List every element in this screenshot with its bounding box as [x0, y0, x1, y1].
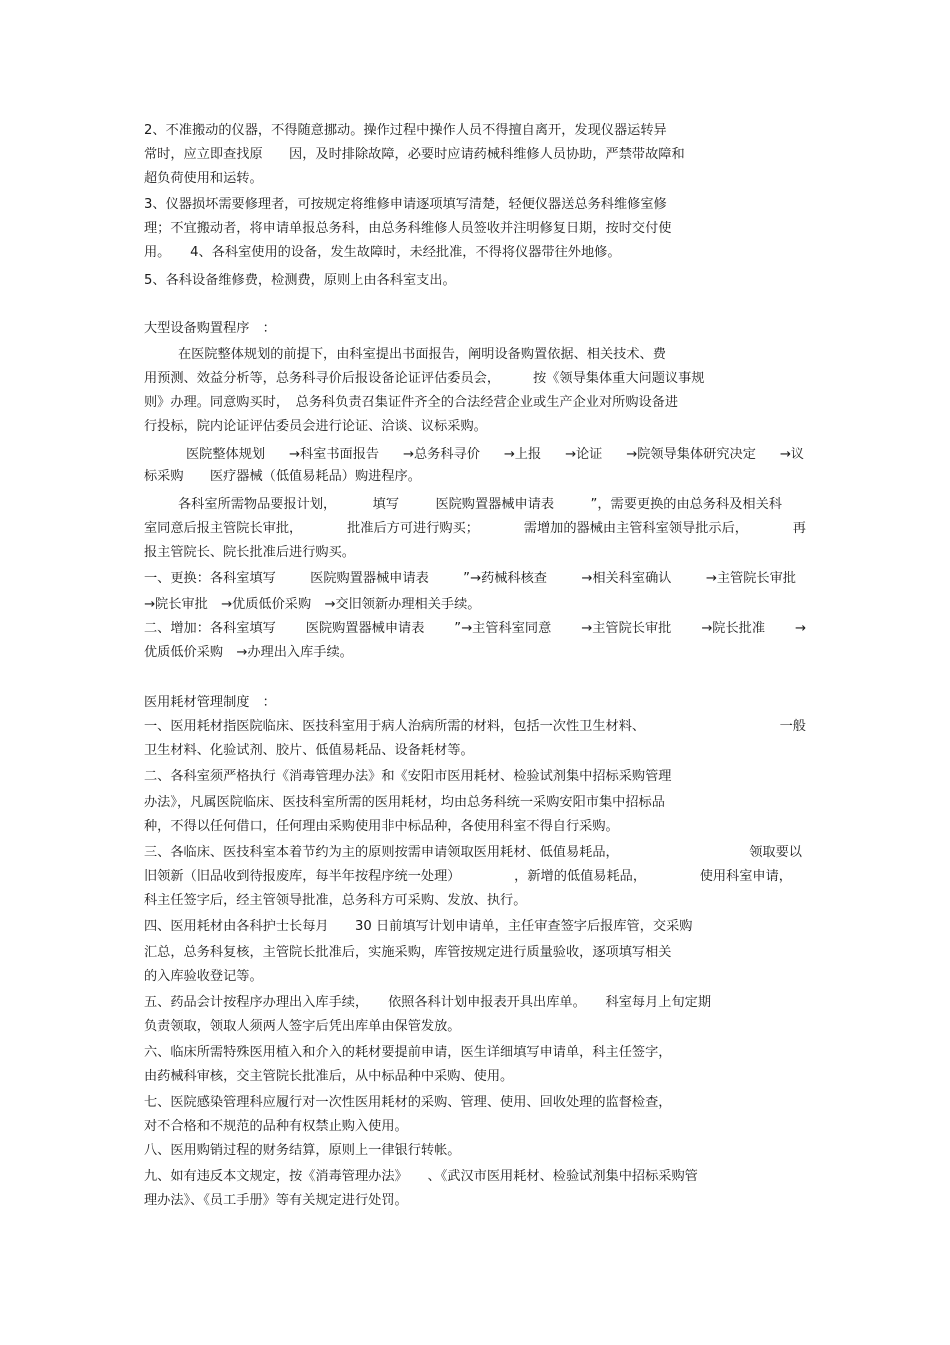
- text-span: →院长批准: [701, 621, 766, 636]
- text-span: ”→主管科室同意: [454, 621, 552, 636]
- text-span: →: [794, 621, 806, 636]
- text-line: 七、医院感染管理科应履行对一次性医用耗材的采购、管理、使用、回收处理的监督检查，: [144, 1095, 672, 1110]
- text-span: 室同意后报主管院长审批，: [144, 521, 303, 536]
- text-span: 再: [792, 521, 806, 536]
- text-line: 5、各科设备维修费，检测费，原则上由各科室支出。: [144, 273, 456, 288]
- text-line: [144, 868, 792, 886]
- text-span: ”，需要更换的由总务科及相关科: [590, 497, 782, 512]
- text-line: 由药械科审核，交主管院长批准后，从中标品种中采购、使用。: [144, 1069, 514, 1084]
- text-span: 二、增加：各科室填写: [144, 621, 276, 636]
- text-line: 常时，应立即查找原 因，及时排除故障，必要时应请药械科维修人员协助，严禁带故障和: [144, 147, 685, 162]
- text-span: 各科室所需物品要报计划，: [178, 497, 337, 512]
- text-line: 行投标，院内论证评估委员会进行论证、洽谈、议标采购。: [144, 419, 487, 434]
- text-line: [178, 496, 782, 514]
- text-line: 2、不准搬动的仪器，不得随意挪动。操作过程中操作人员不得擅自离开，发现仪器运转异: [144, 123, 667, 138]
- text-span: 一、医用耗材指医院临床、医技科室用于病人治病所需的材料，包括一次性卫生材料、: [144, 719, 646, 734]
- text-line: 负责领取，领取人须两人签字后凭出库单由保管发放。: [144, 1019, 461, 1034]
- text-line: [144, 570, 796, 588]
- text-line: 种，不得以任何借口，任何理由采购使用非中标品种，各使用科室不得自行采购。: [144, 819, 619, 834]
- text-line: [144, 520, 806, 538]
- text-line: 理办法》、《员工手册》等有关规定进行处罚。: [144, 1193, 408, 1208]
- flow-step: →论证: [564, 447, 603, 462]
- section-title: 大型设备购置程序 ：: [144, 321, 276, 336]
- text-span: 一、更换：各科室填写: [144, 571, 276, 586]
- text-span: →相关科室确认: [581, 571, 672, 586]
- flow-step: →上报: [503, 447, 542, 462]
- text-span: →主管院长审批: [705, 571, 796, 586]
- flow-step: →总务科寻价: [402, 447, 480, 462]
- text-span: 一般: [779, 719, 806, 734]
- text-span: ，新增的低值易耗品，: [514, 869, 647, 884]
- text-span: 需增加的器械由主管科室领导批示后，: [523, 521, 748, 536]
- text-line: 科主任签字后，经主管领导批准，总务科方可采购、发放、执行。: [144, 893, 527, 908]
- text-line: 优质低价采购 →办理出入库手续。: [144, 645, 353, 660]
- text-line: 3、仪器损坏需要修理者，可按规定将维修申请逐项填写清楚，轻便仪器送总务科维修室修: [144, 197, 667, 212]
- text-line: 用。 4、各科室使用的设备，发生故障时，未经批准，不得将仪器带往外地修。: [144, 245, 621, 260]
- text-line: [144, 844, 802, 862]
- text-span: 领取要以: [749, 845, 802, 860]
- text-line: 八、医用购销过程的财务结算，原则上一律银行转帐。: [144, 1143, 461, 1158]
- text-span: →主管院长审批: [581, 621, 672, 636]
- text-line: 汇总，总务科复核，主管院长批准后，实施采购，库管按规定进行质量验收，逐项填写相关: [144, 945, 672, 960]
- text-span: 填写: [372, 497, 400, 512]
- flow-line: [186, 446, 804, 464]
- text-span: 医院购置器械申请表: [310, 571, 429, 586]
- section-title: 医用耗材管理制度 ：: [144, 695, 276, 710]
- text-line: 二、各科室须严格执行《消毒管理办法》和《安阳市医用耗材、检验试剂集中招标采购管理: [144, 769, 672, 784]
- text-line: 对不合格和不规范的品种有权禁止购入使用。: [144, 1119, 408, 1134]
- text-span: 旧领新（旧品收到待报废库，每半年按程序统一处理）: [144, 869, 461, 884]
- text-line: 办法》，凡属医院临床、医技科室所需的医用耗材，均由总务科统一采购安阳市集中招标品: [144, 795, 665, 810]
- text-line: 标采购 医疗器械（低值易耗品）购进程序。: [144, 469, 421, 484]
- text-line: →院长审批 →优质低价采购 →交旧领新办理相关手续。: [144, 597, 481, 612]
- flow-step: 医院整体规划: [186, 447, 266, 462]
- text-line: 六、临床所需特殊医用植入和介入的耗材要提前申请，医生详细填写申请单，科主任签字，: [144, 1045, 672, 1060]
- text-span: 三、各临床、医技科室本着节约为主的原则按需申请领取医用耗材、低值易耗品，: [144, 845, 619, 860]
- text-line: 卫生材料、化验试剂、胶片、低值易耗品、设备耗材等。: [144, 743, 474, 758]
- text-line: 四、医用耗材由各科护士长每月 30 日前填写计划申请单，主任审查签字后报库管，交采购: [144, 919, 693, 934]
- text-line: 在医院整体规划的前提下，由科室提出书面报告，阐明设备购置依据、相关技术、费: [178, 347, 666, 362]
- flow-step: →议: [779, 447, 804, 462]
- text-line: 则》办理。同意购买时， 总务科负责召集证件齐全的合法经营企业或生产企业对所购设备进: [144, 395, 679, 410]
- text-line: 超负荷使用和运转。: [144, 171, 263, 186]
- text-span: 医院购置器械申请表: [305, 621, 425, 636]
- text-line: 五、药品会计按程序办理出入库手续， 依照各科计划申报表开具出库单。 科室每月上旬定期: [144, 995, 712, 1010]
- text-span: 医院购置器械申请表: [435, 497, 555, 512]
- flow-step: →院领导集体研究决定: [626, 447, 756, 462]
- text-span: 批准后方可进行购买；: [347, 521, 479, 536]
- text-line: 的入库验收登记等。: [144, 969, 263, 984]
- text-line: 报主管院长、院长批准后进行购买。: [144, 545, 355, 560]
- text-span: 使用科室申请，: [699, 869, 792, 884]
- flow-step: →科室书面报告: [288, 447, 380, 462]
- text-line: 用预测、效益分析等，总务科寻价后报设备论证评估委员会， 按《领导集体重大问题议事规: [144, 371, 705, 386]
- text-span: ”→药械科核查: [463, 571, 547, 586]
- text-line: 理；不宜搬动者，将申请单报总务科，由总务科维修人员签收并注明修复日期，按时交付使: [144, 221, 672, 236]
- text-line: 九、如有违反本文规定，按《消毒管理办法》 、《武汉市医用耗材、检验试剂集中招标采购管: [144, 1169, 698, 1184]
- text-line: [144, 620, 806, 638]
- text-line: [144, 718, 806, 736]
